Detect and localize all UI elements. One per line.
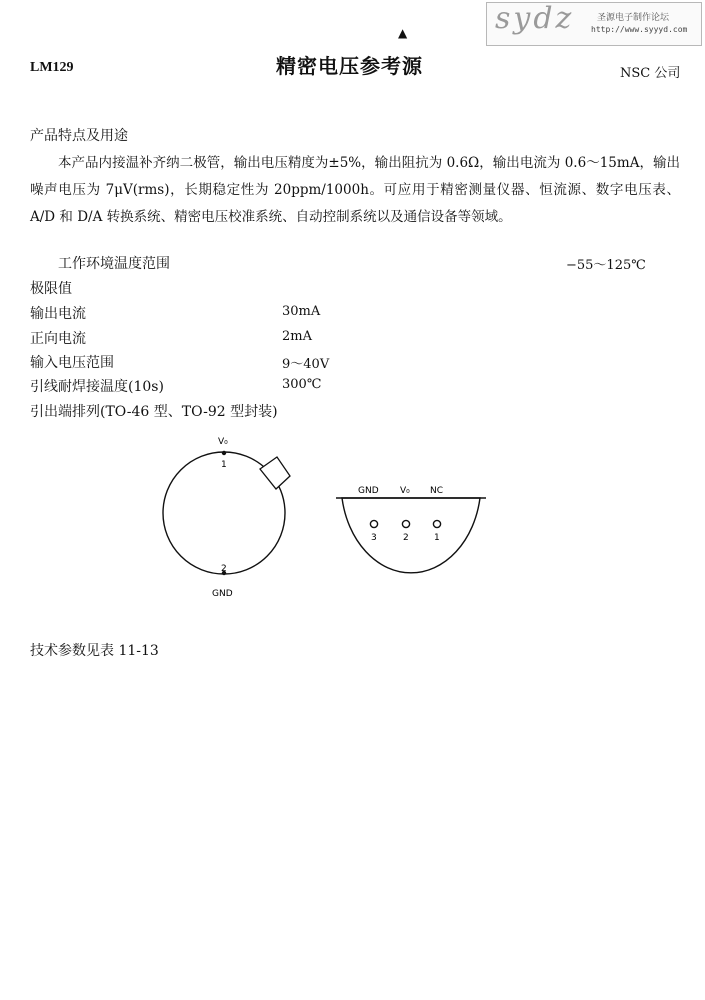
to46-pin-1	[222, 451, 226, 455]
to92-body-outline	[342, 498, 480, 573]
limit-value: 300℃	[282, 377, 322, 392]
to46-tab-marker	[260, 457, 290, 489]
operating-temp-value: −55～125℃	[566, 258, 646, 273]
limit-value: 9～40V	[282, 357, 330, 372]
features-text: 本产品内接温补齐纳二极管，输出电压精度为±5%，输出阻抗为 0.6Ω，输出电流为 0.6～15mA，输出噪声电压为 7μV(rms)，长期稳定性为 20ppm/1000h。可应用于精密测量仪器、恒流源、数字电压表、A/D 和 D/A 转换系统、精密电压校准系统、自动控制系统以及通信设备等领域。	[30, 155, 680, 225]
to92-pin-number: 1	[434, 533, 440, 543]
to92-pin-1	[433, 520, 440, 527]
page-title: 精密电压参考源	[276, 54, 423, 78]
to92-pin-name: V₀	[400, 486, 410, 496]
to46-top-pin-number: 1	[221, 460, 227, 470]
limits-heading: 极限值	[30, 281, 72, 297]
to92-pin-number: 2	[403, 533, 409, 543]
features-heading: 产品特点及用途	[30, 128, 128, 144]
watermark	[486, 2, 702, 46]
watermark-logo: sydz	[495, 1, 575, 36]
reference-note: 技术参数见表 11-13	[30, 643, 159, 659]
scan-dot: ▲	[398, 26, 408, 40]
to92-package-diagram	[330, 478, 490, 593]
manufacturer: NSC 公司	[620, 66, 681, 81]
watermark-url: http://www.syyyd.com	[591, 25, 688, 34]
limit-label: 输入电压范围	[30, 355, 114, 371]
to92-pin-name: GND	[358, 486, 379, 496]
to92-pin-2	[402, 520, 409, 527]
operating-temp-label: 工作环境温度范围	[58, 256, 170, 272]
to46-bottom-label: GND	[212, 589, 233, 599]
to92-pin-name: NC	[430, 486, 444, 496]
to92-pin-3	[370, 520, 377, 527]
limit-value: 30mA	[282, 304, 321, 319]
pinout-heading: 引出端排列(TO-46 型、TO-92 型封装)	[30, 404, 278, 420]
to92-pin-number: 3	[371, 533, 377, 543]
to46-package-diagram	[150, 430, 310, 605]
limit-value: 2mA	[282, 329, 312, 344]
limit-label: 引线耐焊接温度(10s)	[30, 379, 164, 395]
part-number: LM129	[30, 60, 74, 75]
to46-top-label: V₀	[218, 437, 228, 447]
watermark-site-name: 圣源电子制作论坛	[597, 13, 670, 23]
to46-bottom-pin-number: 2	[221, 564, 227, 574]
limit-label: 正向电流	[30, 331, 86, 347]
limit-label: 输出电流	[30, 306, 86, 322]
features-paragraph	[30, 150, 680, 231]
